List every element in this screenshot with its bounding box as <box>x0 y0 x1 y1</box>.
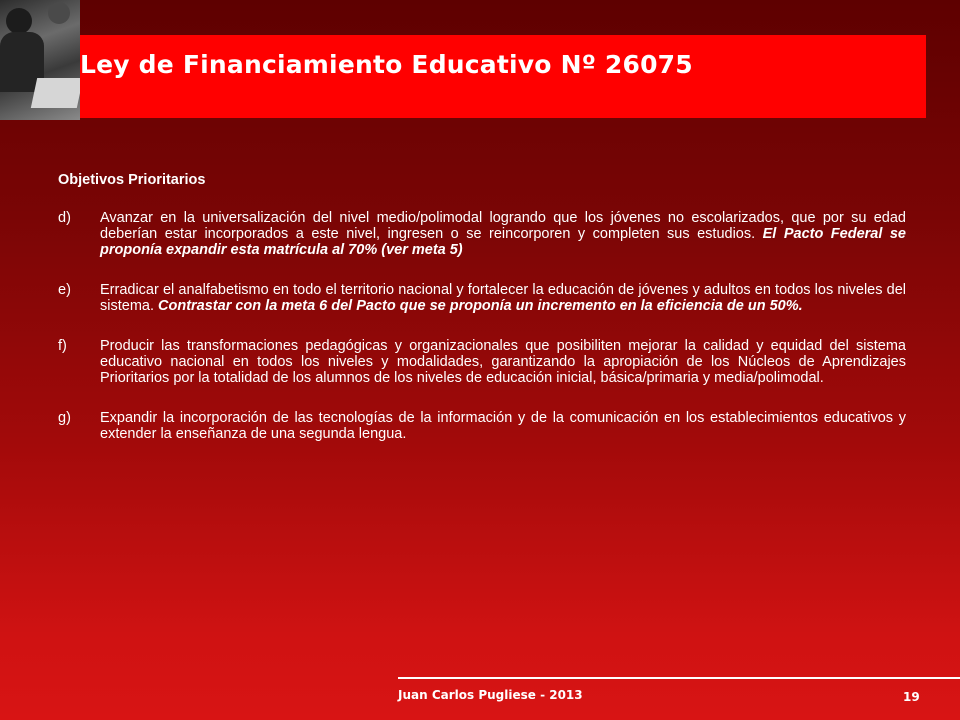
objective-item-e <box>58 282 906 314</box>
item-letter: f) <box>58 338 67 354</box>
footer-divider <box>398 677 960 679</box>
footer-author: Juan Carlos Pugliese - 2013 <box>398 688 583 702</box>
item-body: Erradicar el analfabetismo en todo el territorio nacional y fortalecer la educación de jóvenes y adultos en todos los niveles del sistema. <box>100 282 906 314</box>
item-letter: d) <box>58 210 71 226</box>
item-emphasis: Contrastar con la meta 6 del Pacto que se proponía un incremento en la eficiencia de un 50%. <box>158 298 803 314</box>
photo-paper <box>31 78 80 108</box>
objective-item-f <box>58 338 906 386</box>
item-letter: e) <box>58 282 71 298</box>
item-letter: g) <box>58 410 71 426</box>
item-emphasis: El Pacto Federal se proponía expandir esta matrícula al 70% (ver meta 5) <box>100 226 907 258</box>
item-body: Expandir la incorporación de las tecnologías de la información y de la comunicación en los establecimientos educativos y extender la enseñanza de una segunda lengua. <box>100 410 906 442</box>
item-text <box>100 282 906 314</box>
item-text <box>100 338 906 386</box>
objective-item-g <box>58 410 906 442</box>
photo-figure-head <box>6 8 32 34</box>
slide-title: Ley de Financiamiento Educativo Nº 26075 <box>80 50 693 79</box>
item-body: Avanzar en la universalización del nivel medio/polimodal logrando que los jóvenes no escolarizados, que por su edad deberían estar incorporados a este nivel, ingresen o se reincorporen y completen sus estudios. <box>100 210 906 242</box>
item-text <box>100 210 906 258</box>
photo-figure-head-back <box>48 2 70 24</box>
section-heading: Objetivos Prioritarios <box>58 172 206 188</box>
students-photo <box>0 0 80 120</box>
objective-item-d <box>58 210 906 258</box>
page-number: 19 <box>903 690 920 704</box>
item-body: Producir las transformaciones pedagógicas y organizacionales que posibiliten mejorar la calidad y equidad del sistema educativo nacional en todos los niveles y modalidades, garantizando la apropiación de los Núcleos de Aprendizajes Prioritarios por la totalidad de los alumnos de los niveles de educación inicial, básica/primaria y media/polimodal. <box>100 338 906 386</box>
slide-content <box>58 172 906 466</box>
item-text <box>100 410 906 442</box>
